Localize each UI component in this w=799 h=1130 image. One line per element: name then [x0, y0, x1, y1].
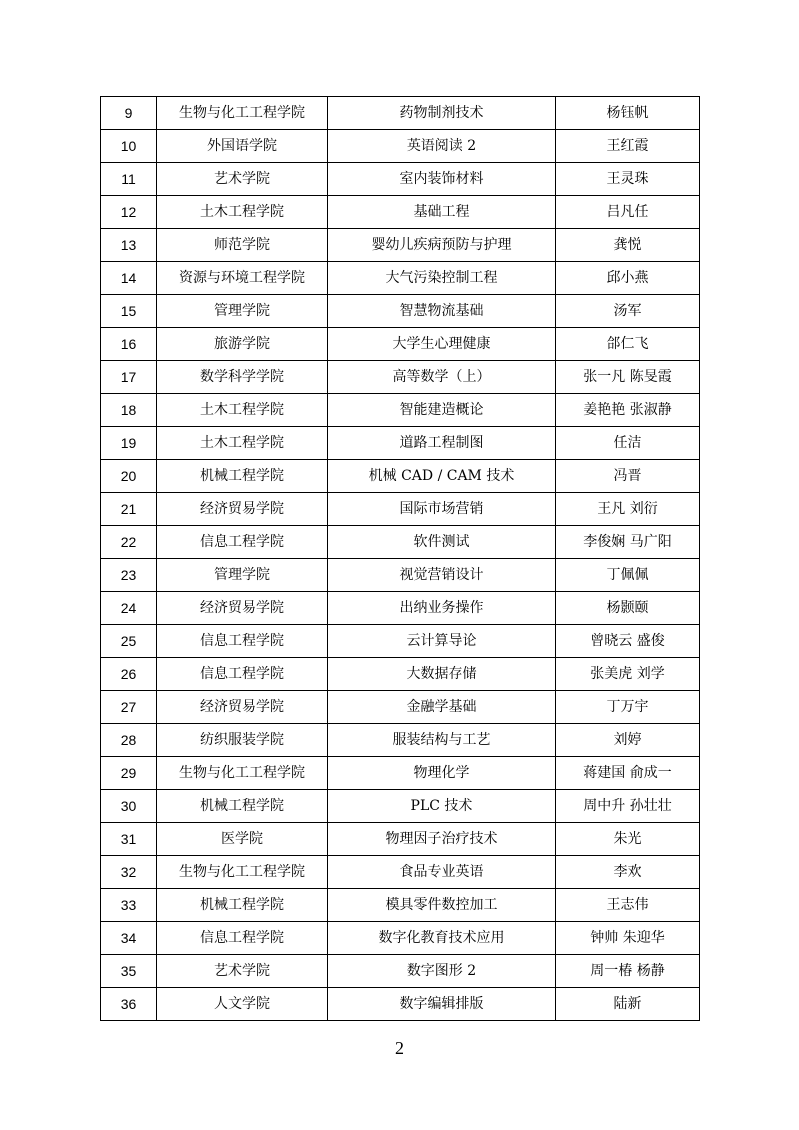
- teacher-cell: 蒋建国 俞成一: [556, 757, 700, 790]
- row-number-cell: 30: [101, 790, 157, 823]
- teacher-cell: 王灵珠: [556, 163, 700, 196]
- college-cell: 艺术学院: [157, 163, 328, 196]
- course-name-cell: 物理化学: [328, 757, 556, 790]
- teacher-cell: 杨钰帆: [556, 97, 700, 130]
- course-name-cell: 食品专业英语: [328, 856, 556, 889]
- table-row: [101, 262, 700, 295]
- college-cell: 经济贸易学院: [157, 691, 328, 724]
- course-table-body: [101, 97, 700, 1021]
- college-cell: 医学院: [157, 823, 328, 856]
- row-number-cell: 28: [101, 724, 157, 757]
- course-name-cell: 道路工程制图: [328, 427, 556, 460]
- row-number-cell: 20: [101, 460, 157, 493]
- table-row: [101, 394, 700, 427]
- row-number-cell: 25: [101, 625, 157, 658]
- teacher-cell: 杨颢颐: [556, 592, 700, 625]
- college-cell: 人文学院: [157, 988, 328, 1021]
- teacher-cell: 朱光: [556, 823, 700, 856]
- teacher-cell: 陆新: [556, 988, 700, 1021]
- table-row: [101, 592, 700, 625]
- college-cell: 数学科学学院: [157, 361, 328, 394]
- teacher-cell: 钟帅 朱迎华: [556, 922, 700, 955]
- teacher-cell: 李欢: [556, 856, 700, 889]
- table-row: [101, 625, 700, 658]
- teacher-cell: 曾晓云 盛俊: [556, 625, 700, 658]
- course-name-cell: 数字编辑排版: [328, 988, 556, 1021]
- college-cell: 经济贸易学院: [157, 592, 328, 625]
- college-cell: 信息工程学院: [157, 658, 328, 691]
- course-name-cell: 出纳业务操作: [328, 592, 556, 625]
- row-number-cell: 35: [101, 955, 157, 988]
- row-number-cell: 22: [101, 526, 157, 559]
- course-name-cell: PLC 技术: [328, 790, 556, 823]
- teacher-cell: 王红霞: [556, 130, 700, 163]
- teacher-cell: 王志伟: [556, 889, 700, 922]
- course-name-cell: 云计算导论: [328, 625, 556, 658]
- table-row: [101, 427, 700, 460]
- table-row: [101, 724, 700, 757]
- row-number-cell: 17: [101, 361, 157, 394]
- row-number-cell: 33: [101, 889, 157, 922]
- teacher-cell: 邱小燕: [556, 262, 700, 295]
- table-row: [101, 526, 700, 559]
- row-number-cell: 34: [101, 922, 157, 955]
- row-number-cell: 24: [101, 592, 157, 625]
- college-cell: 艺术学院: [157, 955, 328, 988]
- course-name-cell: 智能建造概论: [328, 394, 556, 427]
- course-name-cell: 药物制剂技术: [328, 97, 556, 130]
- college-cell: 机械工程学院: [157, 889, 328, 922]
- course-name-cell: 大数据存储: [328, 658, 556, 691]
- course-name-cell: 国际市场营销: [328, 493, 556, 526]
- row-number-cell: 36: [101, 988, 157, 1021]
- course-name-cell: 金融学基础: [328, 691, 556, 724]
- college-cell: 旅游学院: [157, 328, 328, 361]
- college-cell: 管理学院: [157, 559, 328, 592]
- table-row: [101, 196, 700, 229]
- row-number-cell: 15: [101, 295, 157, 328]
- table-row: [101, 229, 700, 262]
- teacher-cell: 姜艳艳 张淑静: [556, 394, 700, 427]
- table-row: [101, 658, 700, 691]
- course-name-cell: 智慧物流基础: [328, 295, 556, 328]
- course-name-cell: 数字图形 2: [328, 955, 556, 988]
- college-cell: 信息工程学院: [157, 526, 328, 559]
- college-cell: 生物与化工工程学院: [157, 856, 328, 889]
- teacher-cell: 张一凡 陈旻霞: [556, 361, 700, 394]
- row-number-cell: 27: [101, 691, 157, 724]
- table-row: [101, 856, 700, 889]
- table-row: [101, 328, 700, 361]
- table-row: [101, 130, 700, 163]
- college-cell: 外国语学院: [157, 130, 328, 163]
- row-number-cell: 26: [101, 658, 157, 691]
- course-table: [100, 96, 700, 1021]
- college-cell: 生物与化工工程学院: [157, 757, 328, 790]
- teacher-cell: 王凡 刘衍: [556, 493, 700, 526]
- course-name-cell: 机械 CAD / CAM 技术: [328, 460, 556, 493]
- college-cell: 资源与环境工程学院: [157, 262, 328, 295]
- course-name-cell: 数字化教育技术应用: [328, 922, 556, 955]
- teacher-cell: 汤军: [556, 295, 700, 328]
- table-row: [101, 955, 700, 988]
- teacher-cell: 任洁: [556, 427, 700, 460]
- college-cell: 机械工程学院: [157, 460, 328, 493]
- row-number-cell: 23: [101, 559, 157, 592]
- teacher-cell: 冯晋: [556, 460, 700, 493]
- course-name-cell: 高等数学（上）: [328, 361, 556, 394]
- row-number-cell: 9: [101, 97, 157, 130]
- course-name-cell: 基础工程: [328, 196, 556, 229]
- teacher-cell: 吕凡任: [556, 196, 700, 229]
- table-row: [101, 691, 700, 724]
- table-row: [101, 889, 700, 922]
- teacher-cell: 刘婷: [556, 724, 700, 757]
- table-row: [101, 988, 700, 1021]
- course-name-cell: 软件测试: [328, 526, 556, 559]
- college-cell: 师范学院: [157, 229, 328, 262]
- teacher-cell: 龚悦: [556, 229, 700, 262]
- college-cell: 经济贸易学院: [157, 493, 328, 526]
- course-name-cell: 婴幼儿疾病预防与护理: [328, 229, 556, 262]
- row-number-cell: 11: [101, 163, 157, 196]
- row-number-cell: 13: [101, 229, 157, 262]
- table-row: [101, 790, 700, 823]
- table-row: [101, 460, 700, 493]
- teacher-cell: 丁万宇: [556, 691, 700, 724]
- course-name-cell: 英语阅读 2: [328, 130, 556, 163]
- college-cell: 土木工程学院: [157, 394, 328, 427]
- course-name-cell: 服装结构与工艺: [328, 724, 556, 757]
- table-row: [101, 361, 700, 394]
- table-row: [101, 295, 700, 328]
- page-number: 2: [395, 1038, 404, 1058]
- table-row: [101, 757, 700, 790]
- college-cell: 土木工程学院: [157, 427, 328, 460]
- course-name-cell: 模具零件数控加工: [328, 889, 556, 922]
- course-name-cell: 大气污染控制工程: [328, 262, 556, 295]
- course-name-cell: 物理因子治疗技术: [328, 823, 556, 856]
- table-row: [101, 823, 700, 856]
- table-row: [101, 97, 700, 130]
- teacher-cell: 周一椿 杨静: [556, 955, 700, 988]
- row-number-cell: 10: [101, 130, 157, 163]
- table-row: [101, 163, 700, 196]
- college-cell: 信息工程学院: [157, 625, 328, 658]
- college-cell: 生物与化工工程学院: [157, 97, 328, 130]
- row-number-cell: 12: [101, 196, 157, 229]
- teacher-cell: 郃仁飞: [556, 328, 700, 361]
- teacher-cell: 张美虎 刘学: [556, 658, 700, 691]
- college-cell: 土木工程学院: [157, 196, 328, 229]
- teacher-cell: 李俊娴 马广阳: [556, 526, 700, 559]
- course-name-cell: 视觉营销设计: [328, 559, 556, 592]
- row-number-cell: 29: [101, 757, 157, 790]
- course-name-cell: 室内装饰材料: [328, 163, 556, 196]
- teacher-cell: 周中升 孙壮壮: [556, 790, 700, 823]
- row-number-cell: 21: [101, 493, 157, 526]
- row-number-cell: 32: [101, 856, 157, 889]
- college-cell: 管理学院: [157, 295, 328, 328]
- college-cell: 机械工程学院: [157, 790, 328, 823]
- table-row: [101, 559, 700, 592]
- course-name-cell: 大学生心理健康: [328, 328, 556, 361]
- row-number-cell: 18: [101, 394, 157, 427]
- row-number-cell: 31: [101, 823, 157, 856]
- college-cell: 纺织服装学院: [157, 724, 328, 757]
- teacher-cell: 丁佩佩: [556, 559, 700, 592]
- row-number-cell: 16: [101, 328, 157, 361]
- table-row: [101, 493, 700, 526]
- row-number-cell: 19: [101, 427, 157, 460]
- row-number-cell: 14: [101, 262, 157, 295]
- college-cell: 信息工程学院: [157, 922, 328, 955]
- table-row: [101, 922, 700, 955]
